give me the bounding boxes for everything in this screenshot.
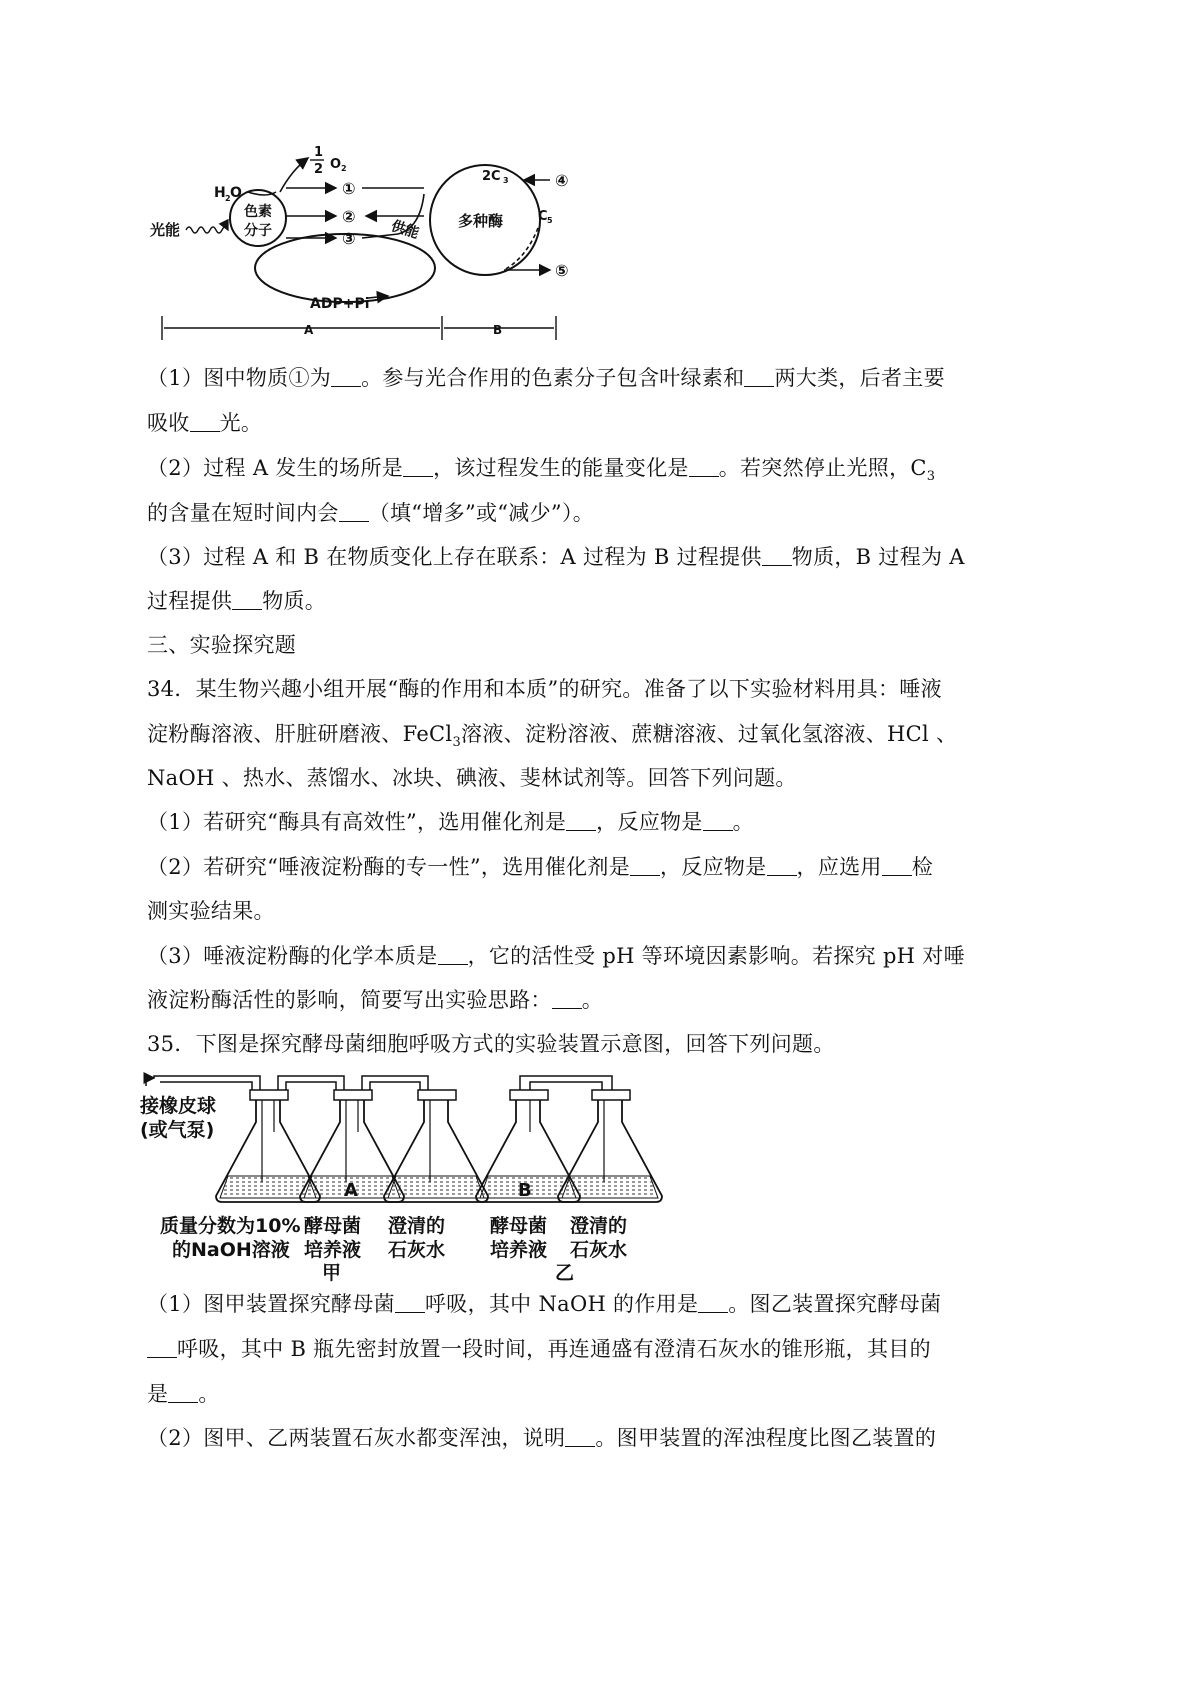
- q34-p3-line1: [147, 940, 965, 970]
- text: ，该过程发生的能量变化是: [433, 456, 689, 480]
- flask-lime-yi: [558, 1090, 662, 1202]
- answer-blank[interactable]: [339, 503, 369, 522]
- naoh-caption-1: 质量分数为10%: [160, 1215, 301, 1237]
- adp-label: ADP+Pi: [310, 296, 370, 312]
- pump-label-2: (或气泵): [140, 1119, 215, 1141]
- text: 。若突然停止光照，C: [718, 456, 927, 480]
- substance-4: ④: [555, 171, 569, 190]
- substance-1: ①: [342, 179, 356, 198]
- substance-2: ②: [342, 207, 356, 226]
- text: 淀粉酶溶液、肝脏研磨液、FeCl: [147, 722, 453, 746]
- q35-p1-line1: [147, 1288, 941, 1318]
- text: 检: [911, 855, 934, 879]
- q33-p1-line2: [147, 407, 262, 437]
- lime-yi-caption-2: 石灰水: [570, 1239, 628, 1261]
- process-a-label: A: [304, 323, 314, 337]
- q34-line3: NaOH 、热水、蒸馏水、冰块、碘液、斐林试剂等。回答下列问题。: [147, 766, 797, 790]
- text: 溶液、淀粉溶液、蔗糖溶液、过氧化氢溶液、HCl 、: [461, 722, 958, 746]
- section-title: 三、实验探究题: [147, 633, 297, 657]
- text: 呼吸，其中 NaOH 的作用是: [424, 1292, 699, 1316]
- text: （2）过程 A 发生的场所是: [147, 456, 404, 480]
- device-yi-label: 乙: [555, 1262, 575, 1282]
- answer-blank[interactable]: [882, 857, 912, 876]
- text: （1）图中物质①为: [147, 366, 332, 390]
- c3-sub: 3: [503, 176, 509, 185]
- subscript: 3: [926, 469, 936, 485]
- yeast-b-caption-1: 酵母菌: [490, 1215, 548, 1237]
- text: 两大类，后者主要: [774, 366, 945, 390]
- substance-3: ③: [342, 229, 356, 248]
- answer-blank[interactable]: [232, 591, 262, 610]
- half-denominator: 2: [314, 162, 324, 177]
- text: 。: [581, 988, 604, 1012]
- text: （1）图甲装置探究酵母菌: [147, 1292, 395, 1316]
- device-jia-label: 甲: [322, 1262, 342, 1282]
- q35-p2-line1: [147, 1422, 936, 1452]
- q35-p1-line3: [147, 1378, 220, 1408]
- yeast-a-caption-1: 酵母菌: [304, 1215, 362, 1237]
- text: 是: [147, 1382, 169, 1406]
- q33-p3-line1: [147, 541, 965, 571]
- yeast-b-caption-2: 培养液: [490, 1239, 548, 1261]
- text: ，它的活性受 pH 等环境因素影响。若探究 pH 对唾: [467, 944, 965, 968]
- q33-p3-line2: [147, 585, 326, 615]
- text: 。图乙装置探究酵母菌: [728, 1292, 942, 1316]
- text: （2）若研究“唾液淀粉酶的专一性”，选用催化剂是: [147, 855, 631, 879]
- q33-p2-line2: [147, 497, 594, 527]
- o2-label: O: [330, 157, 342, 172]
- q35-p1-line2: [147, 1333, 931, 1363]
- c5-label: C: [538, 209, 548, 224]
- tubing-yi: [520, 1076, 612, 1090]
- process-b-label: B: [493, 323, 503, 337]
- energy-label: 供能: [389, 218, 421, 242]
- text: 呼吸，其中 B 瓶先密封放置一段时间，再连通盛有澄清石灰水的锥形瓶，其目的: [177, 1337, 931, 1361]
- text: （3）过程 A 和 B 在物质变化上存在联系：A 过程为 B 过程提供: [147, 545, 762, 569]
- subscript: 3: [452, 735, 462, 751]
- answer-blank[interactable]: [703, 812, 733, 831]
- text: 液淀粉酶活性的影响，简要写出实验思路：: [147, 988, 552, 1012]
- light-wave-arrow: [186, 227, 228, 233]
- h2o-sub: 2: [225, 194, 231, 203]
- answer-blank[interactable]: [403, 458, 433, 477]
- answer-blank[interactable]: [566, 812, 596, 831]
- q33-p2-line1: [147, 452, 935, 484]
- text: ，反应物是: [660, 855, 767, 879]
- answer-blank[interactable]: [552, 990, 582, 1009]
- text: 过程提供: [147, 589, 233, 613]
- answer-blank[interactable]: [744, 368, 774, 387]
- answer-blank[interactable]: [331, 368, 361, 387]
- flask-naoh: [216, 1090, 320, 1202]
- flask-lime-jia: [384, 1090, 488, 1202]
- q34-p2-line1: [147, 851, 933, 881]
- answer-blank[interactable]: [147, 1339, 177, 1358]
- text: 物质。: [262, 589, 327, 613]
- pigment-label-2: 分子: [244, 223, 272, 239]
- text: 。: [732, 810, 754, 834]
- yeast-a-caption-2: 培养液: [304, 1239, 362, 1261]
- tubing-jia: [154, 1076, 428, 1090]
- q34-line1: 34．某生物兴趣小组开展“酶的作用和本质”的研究。准备了以下实验材料用具：唾液: [147, 677, 942, 701]
- answer-blank[interactable]: [630, 857, 660, 876]
- pigment-label-1: 色素: [244, 204, 272, 220]
- photosynthesis-svg: [140, 140, 620, 350]
- yeast-respiration-apparatus: [140, 1072, 700, 1282]
- text: 吸收: [147, 411, 190, 435]
- text: （填“增多”或“减少”）。: [368, 501, 595, 525]
- text: 。参与光合作用的色素分子包含叶绿素和: [361, 366, 745, 390]
- flask-a-label: A: [344, 1180, 358, 1201]
- h2o-o: O: [230, 185, 242, 201]
- light-energy-label: 光能: [150, 221, 181, 239]
- q34-p3-line2: [147, 984, 603, 1014]
- o2-sub: 2: [341, 164, 347, 173]
- apparatus-svg: [140, 1072, 700, 1282]
- h2o-h: H: [214, 185, 226, 201]
- tubing-jia-inner: [160, 1082, 420, 1090]
- inlet-arrow: [146, 1078, 154, 1086]
- c3-label: 2C: [482, 169, 501, 184]
- q34-p1: [147, 806, 754, 836]
- text: （2）图甲、乙两装置石灰水都变浑浊，说明: [147, 1426, 566, 1450]
- text: 。图甲装置的浑浊程度比图乙装置的: [595, 1426, 937, 1450]
- h2o-split-line: [248, 192, 276, 195]
- answer-blank[interactable]: [395, 1294, 425, 1313]
- text: （3）唾液淀粉酶的化学本质是: [147, 944, 438, 968]
- answer-blank[interactable]: [168, 1384, 198, 1403]
- text: 。: [198, 1382, 220, 1406]
- q35-line1: 35．下图是探究酵母菌细胞呼吸方式的实验装置示意图，回答下列问题。: [147, 1032, 835, 1056]
- answer-blank[interactable]: [190, 413, 220, 432]
- pump-label-1: 接橡皮球: [140, 1095, 217, 1117]
- text: ，反应物是: [596, 810, 703, 834]
- flask-b-label: B: [518, 1180, 532, 1201]
- half-numerator: 1: [314, 145, 324, 160]
- answer-blank[interactable]: [689, 458, 719, 477]
- answer-blank[interactable]: [438, 946, 468, 965]
- o2-arrow: [280, 158, 308, 192]
- text: （1）若研究“酶具有高效性”，选用催化剂是: [147, 810, 567, 834]
- answer-blank[interactable]: [767, 857, 797, 876]
- answer-blank[interactable]: [762, 547, 792, 566]
- text: ，应选用: [796, 855, 882, 879]
- answer-blank[interactable]: [698, 1294, 728, 1313]
- q34-line2: [147, 718, 957, 750]
- text: 的含量在短时间内会: [147, 501, 339, 525]
- answer-blank[interactable]: [565, 1428, 595, 1447]
- substance-5: ⑤: [555, 261, 569, 280]
- c5-sub: 5: [547, 216, 553, 225]
- text: 物质，B 过程为 A: [791, 545, 965, 569]
- lime-jia-caption-1: 澄清的: [388, 1215, 446, 1237]
- text: 光。: [219, 411, 263, 435]
- lime-jia-caption-2: 石灰水: [388, 1239, 446, 1261]
- enzymes-label: 多种酶: [458, 212, 504, 230]
- q34-p2-line2: 测实验结果。: [147, 899, 275, 923]
- naoh-caption-2: 的NaOH溶液: [172, 1239, 290, 1261]
- photosynthesis-diagram: [140, 140, 620, 350]
- q33-p1-line1: [147, 362, 945, 392]
- lime-yi-caption-1: 澄清的: [570, 1215, 628, 1237]
